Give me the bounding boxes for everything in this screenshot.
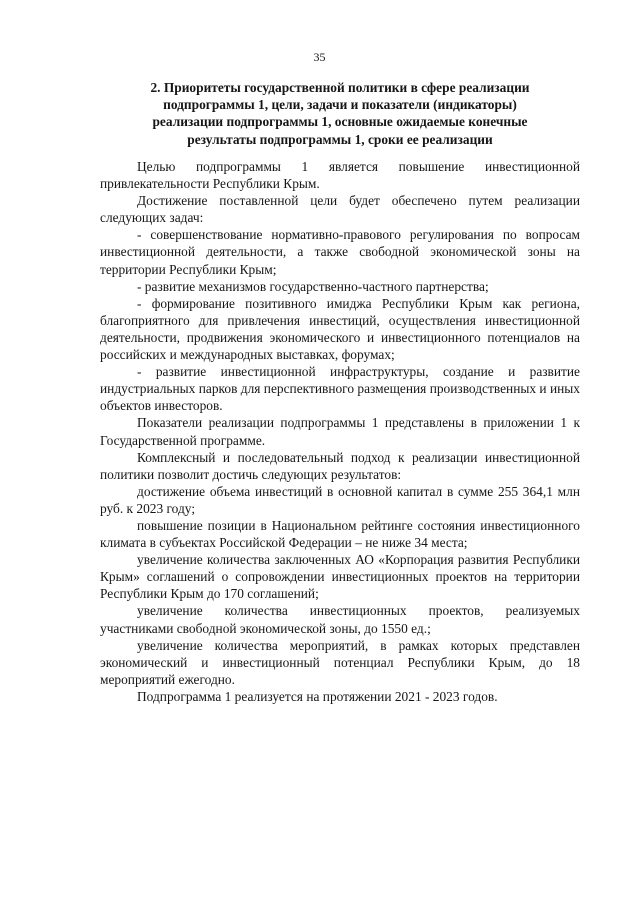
- heading-line: реализации подпрограммы 1, основные ожидаемые конечные: [152, 114, 528, 130]
- paragraph-goal: Целью подпрограммы 1 является повышение инвестиционной привлекательности Республики Крым.: [100, 159, 580, 192]
- task-item: - развитие механизмов государственно-частного партнерства;: [137, 278, 489, 294]
- heading-line: результаты подпрограммы 1, сроки ее реализации: [187, 131, 493, 147]
- section-heading: [100, 79, 580, 148]
- paragraph-indicators: Показатели реализации подпрограммы 1 представлены в приложении 1 к Государственной программе.: [100, 415, 580, 448]
- task-item: - развитие инвестиционной инфраструктуры, создание и развитие индустриальных парков для перспективного размещения производственных и иных объектов инвесторов.: [100, 364, 580, 414]
- result-item: повышение позиции в Национальном рейтинге состояния инвестиционного климата в субъектах Российской Федерации – не ниже 34 места;: [100, 517, 580, 551]
- result-item: увеличение количества инвестиционных проектов, реализуемых участниками свободной экономической зоны, до 1550 ед.;: [100, 603, 580, 636]
- paragraph-results-intro: Комплексный и последовательный подход к реализации инвестиционной политики позволит достичь следующих результатов:: [100, 449, 580, 482]
- paragraph-period: Подпрограмма 1 реализуется на протяжении 2021 - 2023 годов.: [137, 688, 498, 704]
- page-number: 35: [313, 50, 326, 64]
- task-item: - формирование позитивного имиджа Республики Крым как региона, благоприятного для привлечения инвестиций, осуществления инвестиционной деятельности, продвижения экономического и инвестиционного потенциалов на российских и международных выставках, форумах;: [100, 295, 580, 363]
- heading-line: подпрограммы 1, цели, задачи и показатели (индикаторы): [163, 97, 517, 113]
- task-item: - совершенствование нормативно-правового регулирования по вопросам инвестиционной деятельности, а также свободной экономической зоны на территории Республики Крым;: [100, 227, 580, 277]
- result-item: увеличение количества заключенных АО «Корпорация развития Республики Крым» соглашений о сопровождении инвестиционных проектов на территории Республики Крым до 170 соглашений;: [100, 552, 580, 602]
- result-item: увеличение количества мероприятий, в рамках которых представлен экономический и инвестиционный потенциал Республики Крым, до 18 мероприятий ежегодно.: [100, 637, 580, 687]
- result-item: достижение объема инвестиций в основной капитал в сумме 255 364,1 млн руб. к 2023 году;: [100, 483, 580, 516]
- heading-line: 2. Приоритеты государственной политики в сфере реализации: [150, 80, 530, 95]
- paragraph-tasks-intro: Достижение поставленной цели будет обеспечено путем реализации следующих задач:: [100, 193, 580, 226]
- body-text: [100, 158, 580, 705]
